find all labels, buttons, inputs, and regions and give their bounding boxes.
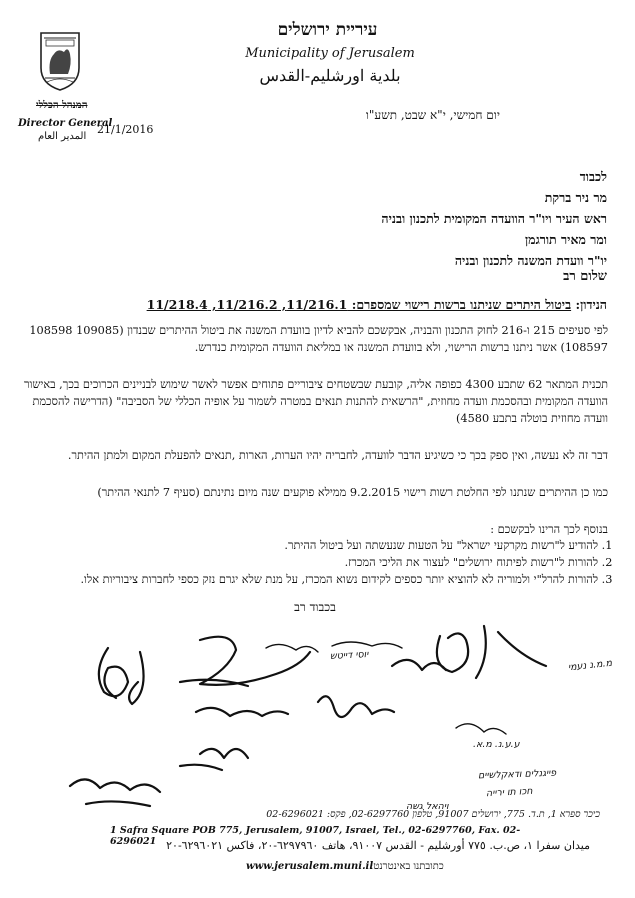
letterhead-arabic-name: بلدية اورشليم-القدس xyxy=(259,66,401,85)
footer-english-address: 1 Safra Square POB 775, Jerusalem, 91007, Israel, Tel., 02-6297760, Fax. 02-6296021 xyxy=(110,825,521,847)
request-list xyxy=(20,537,616,588)
request-item: 1. להודיע ל"רשות מקרקעי ישראל" על הטעות שנעשתה ועל ביטול ההיתר. xyxy=(20,537,598,554)
signature-note: ויהאל גשה xyxy=(406,801,449,812)
subject-prefix: הנידון: xyxy=(575,297,607,312)
footer-website-link[interactable]: www.jerusalem.muni.il xyxy=(246,861,374,872)
addressee-line: מר ניר ברקת xyxy=(544,190,607,205)
body-paragraph: כמו כן ההיתרים שנתנו לפי החלטת רשות רישוי 9.2.2015 ממילא פוקעים שנה מיום נתינתם (סעיף 7 לתנאי ההיתר) xyxy=(97,486,608,499)
body-paragraph: דבר זה לא נעשה, ואין ספק בכך כי כשיגיע הדבר לוועדה, לחבריה יהיו הערות, הארות ,תנאים להפעלת המקום ולמתן ההיתר. xyxy=(67,449,608,462)
request-item: 3. להורות להרל"י ולמוריה לא להוציא יותר כספים לקידום נשוא המכרז, על מנת שלא יגרם נזק כספי לחברות ציבוריות אלו. xyxy=(20,571,598,588)
letterhead-english-name: Municipality of Jerusalem xyxy=(245,46,415,61)
addressee-line: יו"ר וועדת המשנה לתכנון ובניה xyxy=(454,253,607,268)
letter-date-hebrew: יום חמישי, י"א שבט, תשע"ו xyxy=(365,108,500,122)
addressee-line: ומר מאיר תורגמן xyxy=(525,232,607,247)
body-paragraph: תכנית המתאר 62 שתבע 4300 כפופה אליה, קובעת שבשטחים ציבוריים פתוחים אפשר לאשר שימוש לבניינים הכרוכים בכך, באישור הוועדה המקומית ובהסכמת וועדה מחוזית, "הרשאית להתנות תנאים במטרה לשמור על אופיה הכללי של הסביבה" (הדרישה להסכמת וועדה מחוזית בוטלה בתבע 4580) xyxy=(23,378,608,425)
footer-hebrew-address: כיכר ספרא 1, ת.ד. 775, ירושלים 91007, טלפון 02-6297760, פקס: 02-6296021 xyxy=(266,809,600,820)
request-item: 2. להורות ל"רשות לפיתוח ירושלים" לעצור את הליכי המכרז. xyxy=(20,554,598,571)
letterhead-hebrew-name: עיריית ירושלים xyxy=(277,20,378,40)
addressee-block xyxy=(87,166,607,271)
greeting: שלום רב xyxy=(563,269,607,284)
signature-note: יוסי דייטש xyxy=(329,649,369,662)
stamp-hebrew-label: המנהל הכללי xyxy=(36,100,88,111)
jerusalem-emblem-icon xyxy=(38,30,82,92)
stamp-arabic-title: المدير العام xyxy=(38,131,87,142)
subject-text: ביטול היתרים שניתנו ברשות רישוי שמספרם: 11/216.1, 11/216.2, 11/218.4 xyxy=(146,297,572,312)
handwritten-signatures xyxy=(0,612,635,812)
stamp-english-title: Director General xyxy=(18,118,113,129)
letter-date-gregorian: 21/1/2016 xyxy=(97,123,154,136)
signature-note: ע.ע.נ. מ.א. xyxy=(473,739,520,750)
signature-note: חכו תו ירייה xyxy=(485,785,533,800)
footer-arabic-address: ميدان سفرا ١، ص.ب. ٧٧٥ أورشليم - القدس ٩١٠٠٧، هاتف ٦٢٩٧٩٦٠-٢٠، فاكس ٦٢٩٦٠٢١-٢٠ xyxy=(166,839,590,852)
footer-website-label: כתובתנו באינטרנט: xyxy=(370,861,444,872)
body-paragraph: בנוסף לכך הרינו לבקשכם : xyxy=(490,523,608,536)
signature-note: מ.מ.נ נעמי xyxy=(567,657,613,674)
signature-note: פייגנלים ודאקלשיים xyxy=(477,767,557,782)
subject-line xyxy=(110,297,607,313)
closing-salutation: בכבוד רב xyxy=(294,600,336,614)
addressee-line: ראש העיר ויו"ר הוועדה המקומית לתכנון ובניה xyxy=(381,211,607,226)
body-paragraph: לפי סעיפים 215 ו-216 לחוק התכנון והבניה, אבקשכם להביא לדיון בוועדת המשנה את ביטול ההיתרים שבנדון (109085 108598 108597) אשר ניתנו ברשות הרישוי, ולא בוועדת המשנה או במליאת הוועדה המקומית כנדרש. xyxy=(29,324,608,354)
addressee-line: לכבוד xyxy=(579,169,607,184)
